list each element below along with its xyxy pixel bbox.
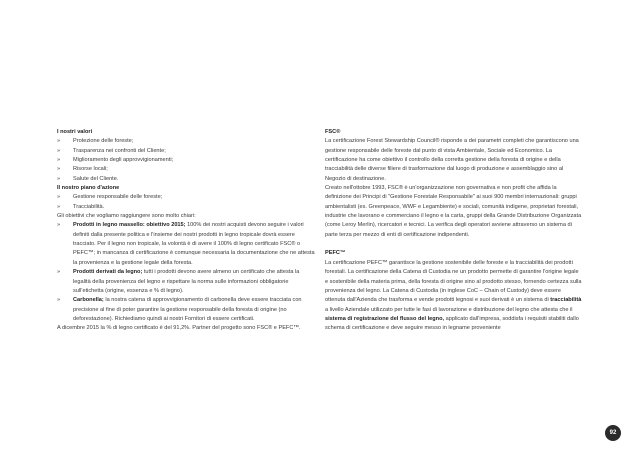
goal-item: » Prodotti in legno massello: obiettivo 2015; 100% dei nostri acquisti devono seguire i valori definiti dalla presente politica e l'insieme dei nostri prodotti in legno tropicale dovrà essere tracciato. Per il legno non tropicale, la volontà è di avere il 100% di legno certificato FSC® o PEFC™; in mancanza di certificazione è comunque necessaria la documentazione che ne attesta la provenienza e la gestione legale della foresta. [57,222,315,266]
list-item: » Protezione delle foreste; [57,138,134,145]
list-item: » Trasparenza nei confronti del Cliente; [57,147,166,154]
fsc-paragraph: La certificazione Forest Stewardship Council® risponde a dei parametri completi che garantiscono una gestione responsabile delle foreste dal punto di vista Ambientale, Sociale ed Economico. La certificazione ha come obiettivo il controllo della corretta gestione della foresta di origine e della tracciabilità delle diverse filiere di trasformazione dal luogo di produzione e assemblaggio sino al Negozio di destinazione. [325,138,579,182]
page-number-badge: 92 [605,425,621,441]
left-column [57,128,315,334]
list-item: » Tracciabilità. [57,203,105,210]
plan-heading: Il nostro piano d'azione [57,185,120,192]
fsc-heading: FSC® [325,129,341,135]
list-item: » Gestione responsabile delle foreste; [57,194,163,201]
goal-item: » Carbonella; la nostra catena di approvvigionamento di carbonella deve essere tracciata con precisione al fine di poter garantire la gestione responsabile della foresta di origine (no deforestazione). Richiediamo quindi ai nostri Fornitori di essere certificati. [57,297,302,322]
values-heading: I nostri valori [57,129,93,135]
goals-intro: Gli obiettivi che vogliamo raggiungere sono molto chiari: [57,213,196,220]
pefc-heading: PEFC™ [325,250,346,257]
paragraph-spacer [325,240,582,249]
goal-item: » Prodotti derivati da legno; tutti i prodotti devono avere almeno un certificato che attesta la legalità della provenienza del legno e rispettare la norma sulle informazioni obbligatorie sull'etichetta (origine, essenza e % di legno). [57,269,300,294]
pefc-paragraph: La certificazione PEFC™ garantisce la gestione sostenibile delle foreste e la tracciabilità dei prodotti forestali. La certificazione della Catena di Custodia ne un prodotto permette di garantire l'origine legale e sostenibile della materia prima, della foresta di origine sino al prodotto stesso, fornendo certezza sulla provenienza del legno. La Catena di Custodia (in inglese CoC – Chain of Custody) deve essere ottenuta dall'Azienda che trasforma e vende prodotti legnosi e suoi derivati è un sistema di tracciabilità a livello Aziendale utilizzato per tutte le fasi di lavorazione e distribuzione del legno che attesta che il sistema di registrazione del flusso del legno, applicato dall'impresa, soddisfa i requisiti stabiliti dallo schema di certificazione e deve seguire messo in legname proveniente [325,259,582,332]
list-item: » Miglioramento degli approvvigionamenti; [57,157,174,164]
fsc-paragraph: Creato nell'ottobre 1993, FSC® è un'organizzazione non governativa e non profit che affida la definizione dei Principi di "Gestione Forestale Responsabile" ai suoi 900 membri internazionali: gruppi ambientalisti (es. Greenpeace, WWF e Legambiente) e sociali, comunità indigene, proprietari forestali, industrie che lavorano e commerciano il legno e la carta, gruppi della Grande Distribuzione Organizzata (come Leroy Merlin), ricercatori e tecnici. La verifica degli operatori avviene attraverso un sistema di parte terza per mezzo di enti di certificazione indipendenti. [325,185,582,238]
closing-note: A dicembre 2015 la % di legno certificato è del 91,2%. Partner del progetto sono FSC® e PEFC™. [57,325,301,332]
list-item: » Risorse locali; [57,166,108,173]
right-column [325,128,582,334]
list-item: » Salute del Cliente. [57,175,119,182]
